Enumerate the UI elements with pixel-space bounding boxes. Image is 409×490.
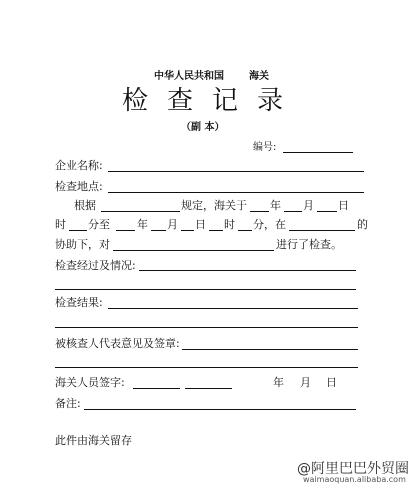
process-field-2[interactable] <box>55 289 356 290</box>
minute-to-label: 分至 <box>88 218 110 231</box>
basis-prefix: 根据 <box>74 199 96 212</box>
date-year-label: 年 <box>273 376 284 389</box>
result-label: 检查结果: <box>55 296 103 309</box>
end-year-field[interactable] <box>116 230 135 231</box>
footer-note: 此件由海关留存 <box>55 434 132 447</box>
remarks-field[interactable] <box>84 409 356 410</box>
start-year-field[interactable] <box>250 211 269 212</box>
assist-prefix: 协助下，对 <box>55 238 110 251</box>
inspected-object-field[interactable] <box>113 250 274 251</box>
result-field-2[interactable] <box>55 327 358 328</box>
start-year-label: 年 <box>270 199 281 212</box>
start-minute-field[interactable] <box>69 230 87 231</box>
date-day-label: 日 <box>326 376 337 389</box>
end-year-label: 年 <box>137 218 148 231</box>
officer-signature-field-2[interactable] <box>185 388 232 389</box>
start-day-field[interactable] <box>317 211 337 212</box>
end-day-label: 日 <box>195 218 206 231</box>
company-field[interactable] <box>108 171 364 172</box>
start-month-label: 月 <box>303 199 314 212</box>
assisting-party-field[interactable] <box>289 230 355 231</box>
header-country: 中华人民共和国 <box>154 71 224 82</box>
end-month-label: 月 <box>167 218 178 231</box>
process-field-1[interactable] <box>139 270 356 271</box>
location-field[interactable] <box>108 192 364 193</box>
company-label: 企业名称: <box>55 159 103 172</box>
party-opinion-field-1[interactable] <box>182 349 358 350</box>
basis-regulation-field[interactable] <box>101 211 180 212</box>
header-agency: 海关 <box>249 71 269 82</box>
result-field-1[interactable] <box>108 308 358 309</box>
serial-label: 编号: <box>253 142 277 153</box>
start-day-label: 日 <box>338 199 349 212</box>
watermark-url: waimaoquan.alibaba.com <box>303 475 406 484</box>
serial-field[interactable] <box>283 152 353 153</box>
provisions-text: 规定，海关于 <box>181 199 247 212</box>
officer-signature-label: 海关人员签字: <box>55 376 125 389</box>
date-month-label: 月 <box>300 376 311 389</box>
end-minute-field[interactable] <box>238 230 252 231</box>
end-minute-at-label: 分，在 <box>253 218 286 231</box>
document-subtitle: （副 本） <box>181 122 225 133</box>
document-title: 检查记录 <box>122 86 303 116</box>
party-opinion-field-2[interactable] <box>55 367 358 368</box>
process-label: 检查经过及情况: <box>55 259 136 272</box>
of-label: 的 <box>357 218 368 231</box>
end-hour-field[interactable] <box>209 230 223 231</box>
inspected-suffix: 进行了检查。 <box>276 238 342 251</box>
end-hour-label: 时 <box>224 218 235 231</box>
start-month-field[interactable] <box>284 211 302 212</box>
officer-signature-field-1[interactable] <box>133 388 180 389</box>
start-hour-label: 时 <box>55 218 66 231</box>
location-label: 检查地点: <box>55 180 103 193</box>
watermark-brand: @阿里巴巴外贸圈 <box>297 461 409 477</box>
end-day-field[interactable] <box>181 230 194 231</box>
end-month-field[interactable] <box>151 230 166 231</box>
party-opinion-label: 被核查人代表意见及签章: <box>55 337 180 350</box>
remarks-label: 备注: <box>55 397 81 410</box>
